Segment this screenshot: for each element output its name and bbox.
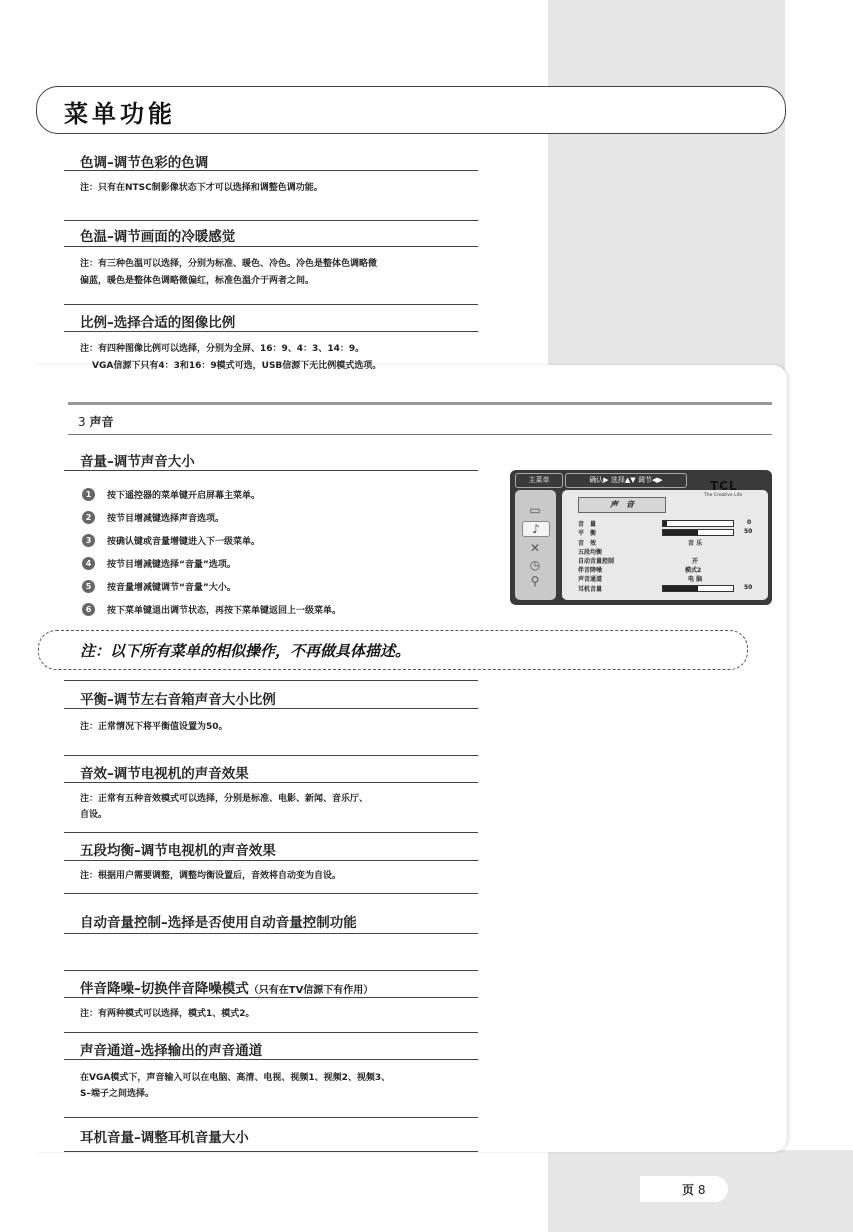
note-color-temp-2: 偏蓝，暖色是整体色调略微偏红，标准色温介于两者之间。 bbox=[80, 276, 315, 286]
divider bbox=[64, 246, 478, 247]
note-sound-effect-2: 自设。 bbox=[80, 810, 108, 820]
section-title-headphone-volume: 耳机音量–调整耳机音量大小 bbox=[80, 1130, 249, 1146]
osd-row-value: 模式2 bbox=[685, 567, 702, 574]
sidebar-background-top bbox=[548, 0, 785, 372]
step-6 bbox=[82, 602, 341, 616]
step-1 bbox=[82, 487, 260, 501]
setup-icon: ✕ bbox=[529, 541, 541, 555]
osd-row-label: 声音通道 bbox=[578, 576, 603, 583]
divider bbox=[64, 970, 478, 971]
section-title-equalizer: 五段均衡–调节电视机的声音效果 bbox=[80, 843, 276, 859]
osd-bar-fill bbox=[663, 521, 667, 526]
note-aspect-2: VGA信源下只有4：3和16：9模式可选，USB信源下无比例模式选项。 bbox=[92, 361, 382, 371]
osd-menu-header: 声 音 bbox=[578, 497, 666, 513]
section-title-hue: 色调–调节色彩的色调 bbox=[80, 155, 209, 171]
section-title-auto-volume: 自动音量控制–选择是否使用自动音量控制功能 bbox=[80, 915, 357, 931]
divider bbox=[64, 708, 478, 709]
section-title-main: 伴音降噪–切换伴音降噪模式 bbox=[80, 981, 249, 997]
step-2 bbox=[82, 510, 224, 524]
section-band-line bbox=[68, 434, 772, 435]
divider bbox=[64, 782, 478, 783]
step-text: 按节目增减键选择声音选项。 bbox=[107, 513, 225, 524]
note-equalizer: 注：根据用户需要调整，调整均衡设置后，音效将自动变为自设。 bbox=[80, 871, 342, 881]
tcl-logo: TCL bbox=[710, 479, 738, 493]
section-title-noise-reduction bbox=[80, 977, 373, 997]
osd-bar-fill bbox=[663, 530, 698, 535]
divider bbox=[64, 470, 478, 471]
step-4 bbox=[82, 556, 236, 570]
divider bbox=[64, 860, 478, 861]
note-sound-channel-2: S–端子之间选择。 bbox=[80, 1089, 154, 1099]
section-title-color-temp: 色温–调节画面的冷暖感觉 bbox=[80, 229, 236, 245]
section-3-heading bbox=[78, 413, 113, 430]
step-number: 4 bbox=[82, 557, 95, 570]
osd-row-label: 平 衡 bbox=[578, 530, 597, 537]
note-sound-channel-1: 在VGA模式下，声音输入可以在电脑、高清、电视、视频1、视频2、视频3、 bbox=[80, 1073, 391, 1083]
page-number bbox=[682, 1181, 705, 1198]
step-3 bbox=[82, 533, 260, 547]
divider bbox=[64, 832, 478, 833]
osd-bar-headphone bbox=[662, 585, 734, 592]
section-title-balance: 平衡–调节左右音箱声音大小比例 bbox=[80, 692, 276, 708]
step-text: 按确认键或音量增键进入下一级菜单。 bbox=[107, 536, 261, 547]
divider bbox=[64, 304, 478, 305]
osd-bar-volume bbox=[662, 520, 734, 527]
osd-row-value: 0 bbox=[747, 519, 752, 526]
note-color-temp-1: 注：有三种色温可以选择，分别为标准、暖色、冷色。冷色是整体色调略微 bbox=[80, 259, 378, 269]
osd-row-label: 音 效 bbox=[578, 540, 597, 547]
section-title-sound-effect: 音效–调节电视机的声音效果 bbox=[80, 766, 249, 782]
step-5 bbox=[82, 579, 236, 593]
divider bbox=[64, 331, 478, 332]
note-sound-effect-1: 注：正常有五种音效模式可以选择，分别是标准、电影、新闻、音乐厅、 bbox=[80, 794, 369, 804]
osd-bar-balance bbox=[662, 529, 734, 536]
step-number: 6 bbox=[82, 603, 95, 616]
divider bbox=[64, 933, 478, 934]
osd-row-value: 50 bbox=[744, 584, 753, 591]
section-name: 声音 bbox=[89, 415, 114, 429]
clock-icon: ◷ bbox=[529, 558, 541, 572]
osd-row-value: 电 脑 bbox=[688, 576, 703, 583]
note-callout-text: 注：以下所有菜单的相似操作，不再做具体描述。 bbox=[80, 642, 411, 660]
tcl-slogan: The Creative Life bbox=[704, 493, 743, 498]
step-number: 3 bbox=[82, 534, 95, 547]
osd-tab-hint: 确认▶ 选择▲▼ 调节◀▶ bbox=[565, 473, 687, 488]
divider bbox=[64, 1059, 478, 1060]
osd-row-label: 自动音量控制 bbox=[578, 558, 615, 565]
page-label: 页 bbox=[682, 1183, 695, 1197]
page-title: 菜单功能 bbox=[64, 99, 176, 128]
section-title-sound-channel: 声音通道–选择输出的声音通道 bbox=[80, 1043, 263, 1059]
section-title-qualifier: （只有在TV信源下有作用） bbox=[248, 985, 374, 996]
step-text: 按音量增减键调节“音量”大小。 bbox=[107, 582, 236, 593]
note-balance: 注：正常情况下将平衡值设置为50。 bbox=[80, 722, 228, 732]
sound-icon: ♪ bbox=[522, 521, 550, 537]
picture-icon: ▭ bbox=[529, 503, 541, 517]
divider bbox=[64, 1032, 478, 1033]
divider bbox=[64, 170, 478, 171]
osd-row-value: 音 乐 bbox=[688, 540, 703, 547]
osd-row-value: 50 bbox=[744, 528, 753, 535]
osd-row-label: 伴音降噪 bbox=[578, 567, 603, 574]
osd-bar-fill bbox=[663, 586, 698, 591]
osd-tab-main-menu: 主菜单 bbox=[515, 473, 563, 488]
note-noise-reduction: 注：有两种模式可以选择，模式1、模式2。 bbox=[80, 1009, 255, 1019]
search-icon: ⚲ bbox=[530, 574, 540, 588]
section-title-volume: 音量–调节声音大小 bbox=[80, 454, 195, 470]
step-number: 2 bbox=[82, 511, 95, 524]
osd-row-value: 开 bbox=[692, 558, 699, 565]
osd-row-label: 耳机音量 bbox=[578, 586, 603, 593]
osd-row-label: 五段均衡 bbox=[578, 549, 603, 556]
step-number: 5 bbox=[82, 580, 95, 593]
step-text: 按节目增减键选择“音量”选项。 bbox=[107, 559, 236, 570]
page-number-value: 8 bbox=[697, 1183, 706, 1197]
divider bbox=[64, 680, 478, 681]
section-band bbox=[68, 402, 772, 405]
section-number: 3 bbox=[78, 415, 86, 429]
note-aspect-1: 注：有四种图像比例可以选择，分别为全屏、16：9、4：3、14：9。 bbox=[80, 344, 365, 354]
divider bbox=[64, 893, 478, 894]
divider bbox=[64, 1117, 478, 1118]
divider bbox=[64, 220, 478, 221]
divider bbox=[64, 997, 478, 998]
divider bbox=[64, 1151, 478, 1152]
osd-row-label: 音 量 bbox=[578, 521, 597, 528]
step-number: 1 bbox=[82, 488, 95, 501]
note-hue: 注：只有在NTSC制影像状态下才可以选择和调整色调功能。 bbox=[80, 183, 323, 193]
divider bbox=[64, 755, 478, 756]
section-title-aspect: 比例–选择合适的图像比例 bbox=[80, 315, 236, 331]
step-text: 按下菜单键退出调节状态，再按下菜单键返回上一级菜单。 bbox=[107, 605, 342, 616]
step-text: 按下遥控器的菜单键开启屏幕主菜单。 bbox=[107, 490, 261, 501]
